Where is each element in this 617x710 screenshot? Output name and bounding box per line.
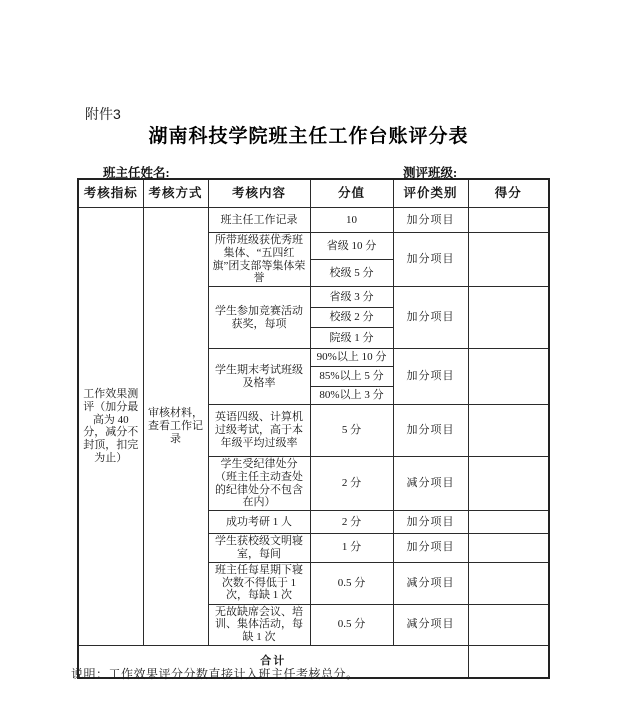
content-cell: 成功考研 1 人: [208, 511, 310, 534]
got-score-cell-empty: [468, 534, 549, 563]
category-cell: 加分项目: [393, 233, 468, 287]
category-cell: 加分项目: [393, 287, 468, 349]
score-cell: 省级 3 分: [310, 287, 393, 308]
score-cell: 院级 1 分: [310, 328, 393, 349]
table-row: [78, 208, 549, 233]
score-cell: 2 分: [310, 511, 393, 534]
footnote: 说明：工作效果评分分数直接计入班主任考核总分。: [71, 667, 359, 681]
category-cell: 加分项目: [393, 349, 468, 405]
category-cell: 加分项目: [393, 511, 468, 534]
header-content: 考核内容: [208, 179, 310, 208]
page-title: 湖南科技学院班主任工作台账评分表: [148, 126, 469, 147]
method-cell: 审核材料，查看工作记录: [143, 208, 208, 646]
score-cell: 2 分: [310, 457, 393, 511]
content-cell: 班主任工作记录: [208, 208, 310, 233]
content-cell: 学生获校级文明寝室，每间: [208, 534, 310, 563]
score-cell: 85%以上 5 分: [310, 367, 393, 387]
score-cell: 10: [310, 208, 393, 233]
category-cell: 减分项目: [393, 457, 468, 511]
score-cell: 90%以上 10 分: [310, 349, 393, 367]
header-method: 考核方式: [143, 179, 208, 208]
content-cell: 所带班级获优秀班集体、“五四红旗”团支部等集体荣誉: [208, 233, 310, 287]
score-cell: 校级 5 分: [310, 260, 393, 287]
got-score-cell-empty: [468, 457, 549, 511]
content-cell: 班主任每星期下寝次数不得低于 1 次，每缺 1 次: [208, 562, 310, 604]
score-cell: 80%以上 3 分: [310, 387, 393, 405]
category-cell: 减分项目: [393, 562, 468, 604]
header-category: 评价类别: [393, 179, 468, 208]
teacher-name-label: 班主任姓名:: [103, 166, 170, 180]
evaluated-class-label: 测评班级:: [403, 166, 458, 180]
score-cell: 0.5 分: [310, 562, 393, 604]
attachment-label: 附件3: [85, 106, 121, 122]
got-score-cell-empty: [468, 287, 549, 349]
category-cell: 加分项目: [393, 208, 468, 233]
total-score-cell-empty: [468, 645, 549, 678]
got-score-cell-empty: [468, 604, 549, 645]
got-score-cell-empty: [468, 562, 549, 604]
content-cell: 无故缺席会议、培训、集体活动，每缺 1 次: [208, 604, 310, 645]
content-cell: 学生受纪律处分（班主任主动查处的纪律处分不包含在内）: [208, 457, 310, 511]
got-score-cell-empty: [468, 405, 549, 457]
header-got-score: 得分: [468, 179, 549, 208]
got-score-cell-empty: [468, 233, 549, 287]
score-cell: 0.5 分: [310, 604, 393, 645]
content-cell: 学生参加竞赛活动获奖，每项: [208, 287, 310, 349]
score-cell: 1 分: [310, 534, 393, 563]
header-indicator: 考核指标: [78, 179, 143, 208]
content-cell: 英语四级、计算机过级考试，高于本年级平均过级率: [208, 405, 310, 457]
table-header-row: [78, 179, 549, 208]
got-score-cell-empty: [468, 208, 549, 233]
indicator-cell: 工作效果测评（加分最高为 40 分，减分不封顶，扣完为止）: [78, 208, 143, 646]
content-cell: 学生期末考试班级及格率: [208, 349, 310, 405]
got-score-cell-empty: [468, 511, 549, 534]
got-score-cell-empty: [468, 349, 549, 405]
score-cell: 5 分: [310, 405, 393, 457]
category-cell: 减分项目: [393, 604, 468, 645]
header-score: 分值: [310, 179, 393, 208]
category-cell: 加分项目: [393, 534, 468, 563]
total-label-cell: 合计: [78, 645, 468, 678]
score-cell: 校级 2 分: [310, 308, 393, 328]
score-cell: 省级 10 分: [310, 233, 393, 260]
score-table: [77, 178, 550, 679]
category-cell: 加分项目: [393, 405, 468, 457]
